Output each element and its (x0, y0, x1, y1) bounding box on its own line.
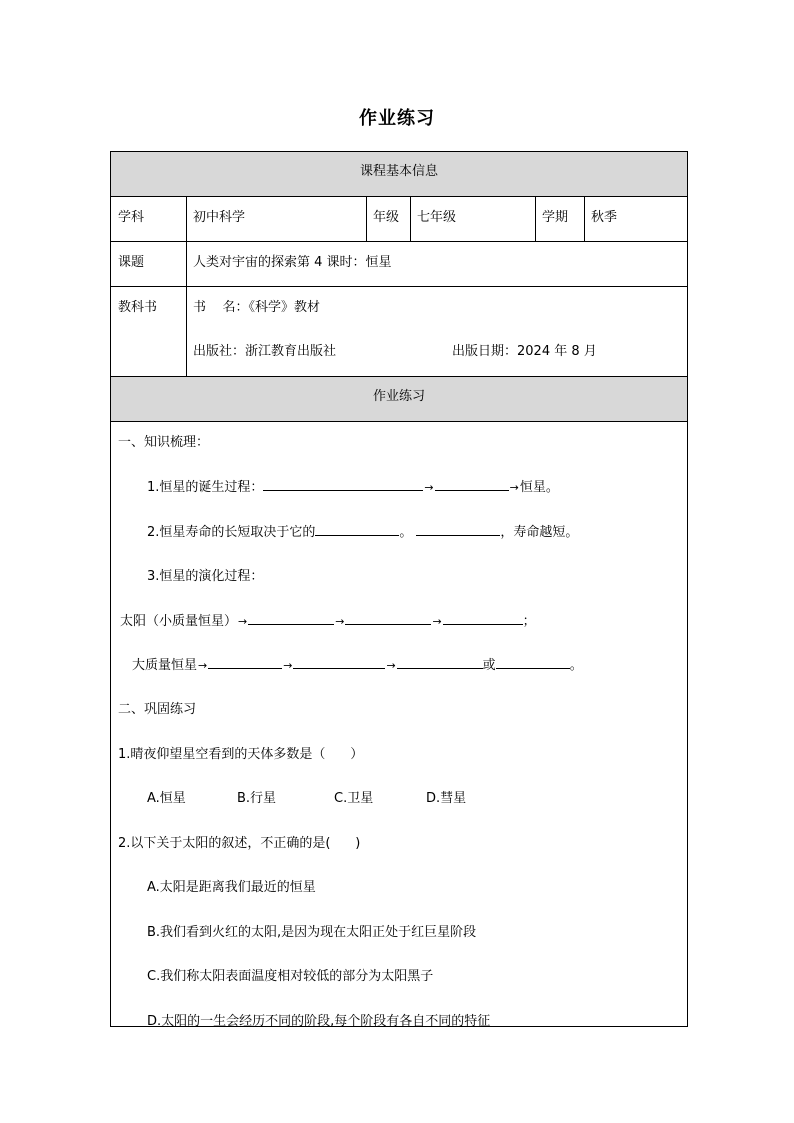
big-arrow-2: → (283, 659, 293, 672)
s2-q2-option-c: C.我们称太阳表面温度相对较低的部分为太阳黑子 (147, 969, 434, 984)
big-line-end: 。 (569, 658, 583, 673)
textbook-label: 教科书 (118, 300, 158, 315)
s2-question-1: 1.晴夜仰望星空看到的天体多数是（ ） (118, 747, 364, 762)
subject-row (111, 197, 687, 242)
massive-star-line (132, 654, 583, 673)
s1-question-3: 3.恒星的演化过程： (147, 569, 264, 584)
textbook-name: 书 名：《科学》教材 (193, 300, 321, 315)
exercise-content (111, 422, 687, 1029)
subject-value: 初中科学 (193, 210, 246, 225)
s1-q1-prefix: 1.恒星的诞生过程： (147, 480, 264, 495)
grade-label: 年级 (373, 210, 400, 225)
page-title: 作业练习 (359, 108, 435, 129)
info-header-row (111, 152, 687, 197)
grade-label-cell (366, 197, 410, 241)
sun-line-prefix: 太阳（小质量恒星） (120, 614, 238, 629)
exercise-header: 作业练习 (372, 389, 425, 404)
textbook-date: 出版日期：2024 年 8 月 (452, 344, 597, 359)
sun-blank-2[interactable] (345, 610, 431, 625)
term-cell (584, 197, 687, 241)
s1-q1-arrow-2: → (509, 481, 519, 494)
s2-q2-option-d: D.太阳的一生会经历不同的阶段,每个阶段有各自不同的特征 (147, 1014, 491, 1029)
big-arrow-1: → (198, 659, 208, 672)
big-blank-2[interactable] (293, 654, 385, 669)
s1-q2-blank-1[interactable] (315, 521, 399, 536)
s2-question-2: 2.以下关于太阳的叙述，不正确的是( ) (118, 836, 361, 851)
s2-q1-option-c: C.卫星 (334, 791, 374, 806)
sun-line-end: ； (522, 614, 536, 629)
sun-arrow-3: → (432, 615, 442, 628)
big-blank-1[interactable] (208, 654, 282, 669)
s2-q1-option-b: B.行星 (237, 791, 277, 806)
sun-blank-1[interactable] (248, 610, 334, 625)
textbook-publisher: 出版社：浙江教育出版社 (193, 344, 337, 359)
homework-table (110, 151, 688, 1027)
s2-q1-option-a: A.恒星 (147, 791, 186, 806)
exercise-header-row (111, 377, 687, 422)
grade-value: 七年级 (417, 210, 457, 225)
s1-q1-suffix: 恒星。 (519, 480, 559, 495)
textbook-row (111, 287, 687, 377)
big-blank-3[interactable] (397, 654, 483, 669)
s1-question-1 (147, 476, 559, 495)
topic-value: 人类对宇宙的探索第 4 课时：恒星 (193, 255, 392, 270)
s2-q1-option-d: D.彗星 (426, 791, 467, 806)
sun-blank-3[interactable] (443, 610, 523, 625)
s1-q2-prefix: 2.恒星寿命的长短取决于它的 (147, 525, 316, 540)
s2-q2-option-b: B.我们看到火红的太阳,是因为现在太阳正处于红巨星阶段 (147, 925, 477, 940)
s1-q1-blank-1[interactable] (263, 476, 423, 491)
info-header: 课程基本信息 (359, 164, 438, 179)
s1-q2-suffix: ，寿命越短。 (500, 525, 579, 540)
big-line-or: 或 (482, 658, 496, 673)
big-arrow-3: → (386, 659, 396, 672)
s1-q1-arrow-1: → (424, 481, 434, 494)
big-line-prefix: 大质量恒星 (132, 658, 198, 673)
sun-arrow-1: → (238, 615, 248, 628)
big-blank-4[interactable] (496, 654, 570, 669)
term-label-cell (535, 197, 584, 241)
sun-arrow-2: → (335, 615, 345, 628)
s1-q1-blank-2[interactable] (435, 476, 509, 491)
term-value: 秋季 (591, 210, 618, 225)
grade-cell (410, 197, 535, 241)
section2-heading: 二、巩固练习 (118, 702, 197, 717)
term-label: 学期 (542, 210, 569, 225)
section1-heading: 一、知识梳理： (118, 435, 210, 450)
topic-cell (186, 242, 687, 286)
s1-question-2 (147, 521, 578, 540)
sun-evolution-line (120, 610, 536, 629)
topic-label: 课题 (118, 255, 145, 270)
subject-label: 学科 (118, 210, 145, 225)
textbook-cell (186, 287, 687, 376)
subject-cell (186, 197, 366, 241)
s1-q2-blank-2[interactable] (416, 521, 500, 536)
topic-row (111, 242, 687, 287)
s1-q2-mid: 。 (399, 525, 413, 540)
s2-q2-option-a: A.太阳是距离我们最近的恒星 (147, 880, 316, 895)
